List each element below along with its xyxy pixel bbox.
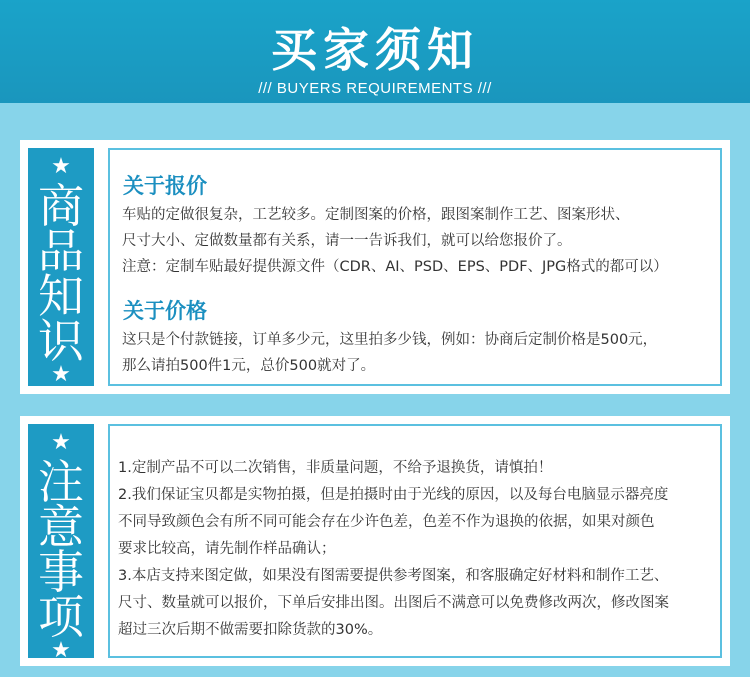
text-line: 超过三次后期不做需要扣除货款的30%。 — [118, 622, 383, 638]
text-line: 2.我们保证宝贝都是实物拍摄，但是拍摄时由于光线的原因，以及每台电脑显示器亮度 — [118, 487, 669, 503]
product-knowledge-card — [20, 140, 730, 394]
text-line: 这只是个付款链接，订单多少元，这里拍多少钱，例如：协商后定制价格是500元， — [122, 332, 658, 348]
content-panel — [108, 424, 722, 658]
header — [0, 0, 750, 118]
text-line: 尺寸大小、定做数量都有关系，请一一告诉我们，就可以给您报价了。 — [122, 233, 572, 249]
page-subtitle: /// BUYERS REQUIREMENTS /// — [258, 80, 492, 97]
star-icon: ★ — [51, 430, 71, 455]
side-label-panel — [28, 424, 94, 663]
star-icon: ★ — [51, 638, 71, 663]
page-title: 买家须知 — [271, 23, 479, 77]
section-title-price: 关于价格 — [123, 299, 207, 323]
text-line: 注意：定制车贴最好提供源文件（CDR、AI、PSD、EPS、PDF、JPG格式的都可以） — [122, 259, 668, 275]
notice-card — [20, 416, 730, 666]
side-label-panel — [28, 148, 94, 386]
text-line: 车贴的定做很复杂，工艺较多。定制图案的价格，跟图案制作工艺、图案形状、 — [122, 207, 630, 223]
section-title-quote: 关于报价 — [123, 174, 207, 198]
side-label: 注意事项 — [38, 455, 84, 644]
text-line: 那么请拍500件1元，总价500就对了。 — [122, 358, 376, 374]
content-panel — [108, 148, 722, 386]
text-line: 不同导致颜色会有所不同可能会存在少许色差，色差不作为退换的依据，如果对颜色 — [118, 514, 655, 530]
text-line: 3.本店支持来图定做，如果没有图需要提供参考图案，和客服确定好材料和制作工艺、 — [118, 568, 669, 584]
star-icon: ★ — [51, 362, 71, 387]
star-icon: ★ — [51, 154, 71, 179]
side-label: 商品知识 — [38, 179, 84, 368]
text-line: 要求比较高，请先制作样品确认； — [118, 541, 336, 557]
text-line: 尺寸、数量就可以报价，下单后安排出图。出图后不满意可以免费修改两次，修改图案 — [118, 595, 669, 611]
text-line: 1.定制产品不可以二次销售，非质量问题，不给予退换货，请慎拍！ — [118, 460, 553, 476]
